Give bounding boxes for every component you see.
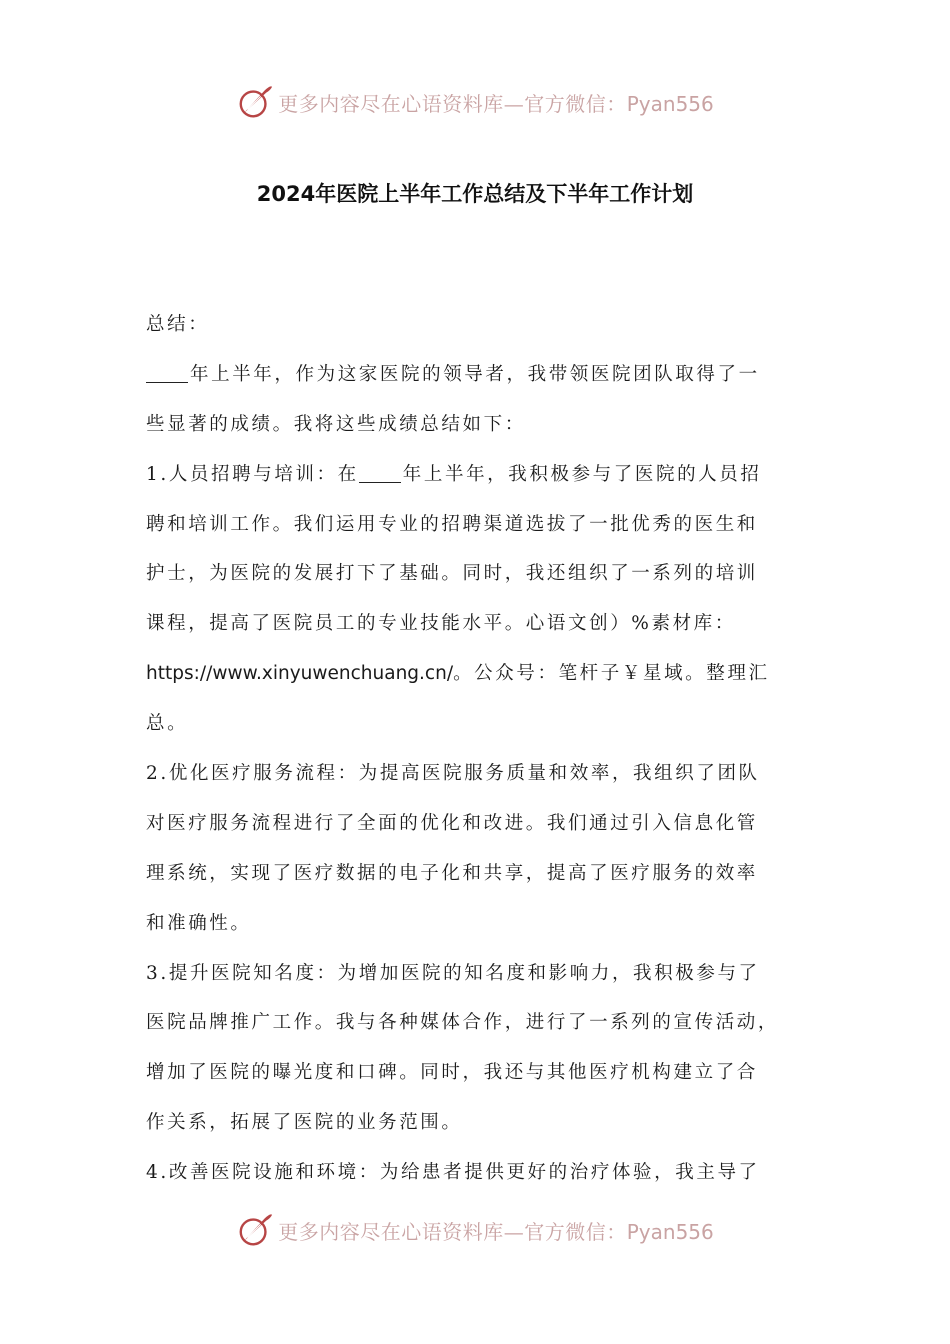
paragraph-line: https://www.xinyuwenchuang.cn/。公众号：笔杆子￥星域。整理汇 [146,663,770,685]
paragraph-line: 4.改善医院设施和环境：为给患者提供更好的治疗体验，我主导了 [146,1162,760,1184]
paragraph-line: 些显著的成绩。我将这些成绩总结如下： [146,413,526,435]
paragraph-line: 对医疗服务流程进行了全面的优化和改进。我们通过引入信息化管 [146,812,758,834]
header-watermark [0,80,950,124]
blank-underline [146,362,188,383]
paragraph-line: 护士，为医院的发展打下了基础。同时，我还组织了一系列的培训 [146,563,758,585]
paragraph-line: 1.人员招聘与培训：在 年上半年，我积极参与了医院的人员招 [146,463,762,485]
paragraph-line: 增加了医院的曝光度和口碑。同时，我还与其他医疗机构建立了合 [146,1062,758,1084]
paragraph-line: 2.优化医疗服务流程：为提高医院服务质量和效率，我组织了团队 [146,763,760,785]
paragraph-line: 和准确性。 [146,912,252,934]
document-title: 2024年医院上半年工作总结及下半年工作计划 [256,182,694,206]
paragraph-line: 年上半年，作为这家医院的领导者，我带领医院团队取得了一 [146,350,808,400]
paragraph-line: 作关系，拓展了医院的业务范围。 [146,1112,463,1134]
paragraph-line: 医院品牌推广工作。我与各种媒体合作，进行了一系列的宣传活动， [146,1012,780,1034]
paragraph-line: 课程，提高了医院员工的专业技能水平。心语文创）%素材库： [146,613,736,635]
quill-logo-icon [236,1211,274,1249]
paragraph-line: 3.提升医院知名度：为增加医院的知名度和影响力，我积极参与了 [146,962,760,984]
blank-underline [359,462,401,483]
paragraph-line: 总。 [146,713,189,735]
quill-logo-icon [236,83,274,121]
document-body [146,300,808,1198]
paragraph-line: 理系统，实现了医疗数据的电子化和共享，提高了医疗服务的效率 [146,862,758,884]
watermark-text: 更多内容尽在心语资料库—官方微信：Pyan556 [278,91,714,116]
footer-watermark [0,1208,950,1252]
paragraph-line: 总结： [146,314,210,335]
watermark-text: 更多内容尽在心语资料库—官方微信：Pyan556 [278,1219,714,1244]
paragraph-line: 聘和培训工作。我们运用专业的招聘渠道选拔了一批优秀的医生和 [146,513,758,535]
url-text: https://www.xinyuwenchuang.cn/ [146,663,454,685]
